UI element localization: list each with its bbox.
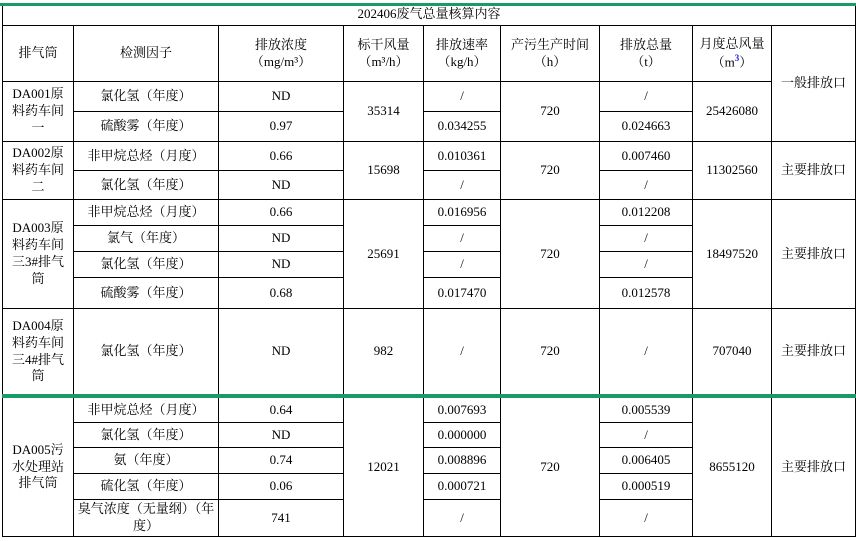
rate-cell[interactable]: 0.034255	[424, 112, 501, 142]
flow-cell[interactable]: 15698	[344, 142, 424, 200]
concentration-cell[interactable]: 741	[219, 500, 344, 537]
stack-cell[interactable]: DA002原料药车间二	[3, 142, 74, 200]
rate-cell[interactable]: /	[424, 171, 501, 200]
total-cell[interactable]: 0.000519	[600, 474, 693, 500]
total-cell[interactable]: /	[600, 500, 693, 537]
concentration-cell[interactable]: ND	[219, 309, 344, 397]
header-flow-unit: （m³/h）	[358, 53, 409, 69]
factor-cell[interactable]: 非甲烷总烃（月度）	[74, 396, 219, 423]
header-flow[interactable]	[344, 26, 424, 82]
concentration-cell[interactable]: 0.64	[219, 396, 344, 423]
concentration-cell[interactable]: 0.97	[219, 112, 344, 142]
rate-cell[interactable]: /	[424, 252, 501, 278]
outlet-type-cell[interactable]: 主要排放口	[772, 200, 856, 309]
header-concentration-unit: （mg/m³）	[250, 53, 312, 69]
rate-cell[interactable]: 0.008896	[424, 448, 501, 474]
emission-calculation-table	[2, 3, 856, 537]
header-monthly-title: 月度总风量	[699, 35, 765, 51]
frozen-pane-top-bar	[0, 3, 856, 6]
total-cell[interactable]: /	[600, 171, 693, 200]
header-hours[interactable]	[501, 26, 600, 82]
outlet-type-cell[interactable]: 主要排放口	[772, 142, 856, 200]
stack-cell[interactable]: DA005污水处理站排气筒	[3, 396, 74, 537]
rate-cell[interactable]: 0.000000	[424, 423, 501, 448]
total-cell[interactable]: /	[600, 423, 693, 448]
factor-cell[interactable]: 氯化氢（年度）	[74, 82, 219, 112]
table-title[interactable]: 202406废气总量核算内容	[3, 3, 856, 26]
outlet-type-cell[interactable]: 一般排放口	[772, 26, 856, 142]
header-concentration[interactable]	[219, 26, 344, 82]
rate-cell[interactable]: 0.016956	[424, 200, 501, 226]
rate-cell[interactable]: 0.017470	[424, 278, 501, 309]
header-hours-unit: （h）	[533, 53, 567, 69]
header-total-title: 排放总量	[619, 36, 672, 52]
total-cell[interactable]: 0.007460	[600, 142, 693, 171]
header-monthly-volume[interactable]	[693, 26, 772, 82]
total-cell[interactable]: 0.006405	[600, 448, 693, 474]
header-total[interactable]	[600, 26, 693, 82]
hours-cell[interactable]: 720	[501, 309, 600, 397]
concentration-cell[interactable]: ND	[219, 252, 344, 278]
factor-cell[interactable]: 氯气（年度）	[74, 226, 219, 252]
factor-cell[interactable]: 硫酸雾（年度）	[74, 278, 219, 309]
total-cell[interactable]: 0.024663	[600, 112, 693, 142]
flow-cell[interactable]: 35314	[344, 82, 424, 142]
flow-cell[interactable]: 25691	[344, 200, 424, 309]
monthly-volume-cell[interactable]: 11302560	[693, 142, 772, 200]
outlet-type-cell[interactable]: 主要排放口	[772, 396, 856, 537]
concentration-cell[interactable]: ND	[219, 82, 344, 112]
concentration-cell[interactable]: 0.74	[219, 448, 344, 474]
stack-cell[interactable]: DA004原料药车间三4#排气筒	[3, 309, 74, 397]
concentration-cell[interactable]: ND	[219, 423, 344, 448]
total-cell[interactable]: 0.012578	[600, 278, 693, 309]
monthly-volume-cell[interactable]: 707040	[693, 309, 772, 397]
total-cell[interactable]: 0.005539	[600, 396, 693, 423]
rate-cell[interactable]: 0.000721	[424, 474, 501, 500]
header-rate-unit: （kg/h）	[437, 53, 487, 69]
factor-cell[interactable]: 非甲烷总烃（月度）	[74, 200, 219, 226]
hours-cell[interactable]: 720	[501, 396, 600, 537]
total-cell[interactable]: /	[600, 82, 693, 112]
header-rate[interactable]	[424, 26, 501, 82]
factor-cell[interactable]: 硫酸雾（年度）	[74, 112, 219, 142]
header-monthly-unit: $(m^3)$	[711, 52, 753, 70]
flow-cell[interactable]: 12021	[344, 396, 424, 537]
superscript-3: 3	[734, 52, 740, 63]
factor-cell[interactable]: 氯化氢（年度）	[74, 423, 219, 448]
rate-cell[interactable]: 0.007693	[424, 396, 501, 423]
concentration-cell[interactable]: 0.06	[219, 474, 344, 500]
concentration-cell[interactable]: ND	[219, 226, 344, 252]
hours-cell[interactable]: 720	[501, 82, 600, 142]
header-flow-title: 标干风量	[357, 36, 410, 52]
concentration-cell[interactable]: 0.68	[219, 278, 344, 309]
header-total-unit: （t）	[631, 53, 661, 69]
hours-cell[interactable]: 720	[501, 200, 600, 309]
stack-cell[interactable]: DA003原料药车间三3#排气筒	[3, 200, 74, 309]
rate-cell[interactable]: 0.010361	[424, 142, 501, 171]
factor-cell[interactable]: 非甲烷总烃（月度）	[74, 142, 219, 171]
rate-cell[interactable]: /	[424, 226, 501, 252]
monthly-volume-cell[interactable]: 8655120	[693, 396, 772, 537]
rate-cell[interactable]: /	[424, 82, 501, 112]
total-cell[interactable]: 0.012208	[600, 200, 693, 226]
rate-cell[interactable]: /	[424, 309, 501, 397]
total-cell[interactable]: /	[600, 252, 693, 278]
factor-cell[interactable]: 氯化氢（年度）	[74, 171, 219, 200]
flow-cell[interactable]: 982	[344, 309, 424, 397]
header-concentration-title: 排放浓度	[254, 36, 307, 52]
total-cell[interactable]: /	[600, 309, 693, 397]
concentration-cell[interactable]: 0.66	[219, 200, 344, 226]
total-cell[interactable]: /	[600, 226, 693, 252]
factor-cell[interactable]: 氯化氢（年度）	[74, 252, 219, 278]
factor-cell[interactable]: 氨（年度）	[74, 448, 219, 474]
stack-cell[interactable]: DA001原料药车间一	[3, 82, 74, 142]
factor-cell[interactable]: 硫化氢（年度）	[74, 474, 219, 500]
header-hours-title: 产污生产时间	[510, 36, 589, 52]
factor-cell[interactable]: 氯化氢（年度）	[74, 309, 219, 397]
monthly-volume-cell[interactable]: 25426080	[693, 82, 772, 142]
rate-cell[interactable]: /	[424, 500, 501, 537]
monthly-volume-cell[interactable]: 18497520	[693, 200, 772, 309]
hours-cell[interactable]: 720	[501, 142, 600, 200]
concentration-cell[interactable]: 0.66	[219, 142, 344, 171]
outlet-type-cell[interactable]: 主要排放口	[772, 309, 856, 397]
concentration-cell[interactable]: ND	[219, 171, 344, 200]
header-factor[interactable]: 检测因子	[74, 26, 219, 82]
header-stack[interactable]: 排气筒	[3, 26, 74, 82]
header-rate-title: 排放速率	[435, 36, 488, 52]
factor-cell[interactable]: 臭气浓度（无量纲）（年度）	[74, 500, 219, 537]
